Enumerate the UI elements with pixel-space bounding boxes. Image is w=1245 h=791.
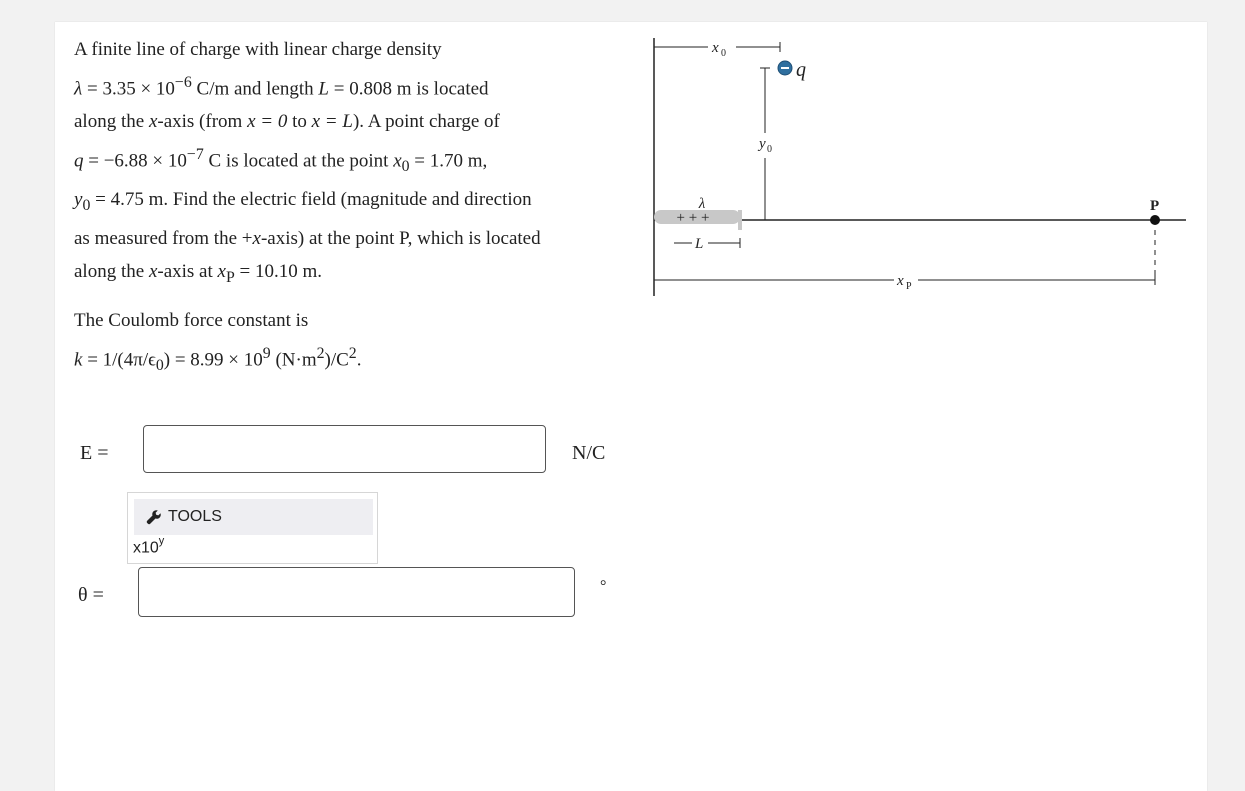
lambda-label: λ [698,196,706,212]
E-label: E = [80,442,109,464]
q-label: q [796,59,806,81]
point-P-marker [1150,215,1160,225]
P-label: P [1150,198,1160,214]
x0-sub: 0 [721,48,726,59]
problem-statement: A finite line of charge with linear charge density $\lambda = 3.35 \times 10^{-6}$ C/m and length L = 0.808 m is located along the x-axis (from x = 0 to x = L). A point charge of $q = -6.88 \times 10^{-7}$ C is located at the point $x_0 = 1.70$ m, $y_0 = 4.75$ m. Find the electric field (magnitude and direction as measured from the +x-axis) at the point P, which is located along the x-axis at $x_P = 10.10$ m. The Coulomb force constant is $k = 1/(4\pi/\epsilon_0) = 8.99 \times 10^9$ $(N\cdot m^2)/C^2$. [74,39,541,375]
theta-field-box[interactable] [138,567,575,617]
L-label: L [695,236,704,252]
E-field-box[interactable] [143,425,546,473]
theta-input[interactable] [139,568,574,616]
tools-button[interactable] [134,499,373,535]
xp-label: x [897,273,904,289]
plus-signs: + + + [676,210,710,226]
xp-sub: P [906,281,912,292]
y0-sub: 0 [767,144,772,155]
wrench-icon [146,509,162,525]
tools-panel [127,492,378,564]
y0-label: y [759,136,766,152]
theta-unit: ° [600,578,607,595]
E-unit: N/C [572,442,606,464]
charge-diagram [640,30,1200,300]
x10-button[interactable]: x10$^y$ [133,535,165,557]
E-input[interactable] [144,426,545,472]
x0-label: x [712,40,719,56]
tools-label: TOOLS [168,508,222,525]
theta-label: θ = [78,584,104,606]
